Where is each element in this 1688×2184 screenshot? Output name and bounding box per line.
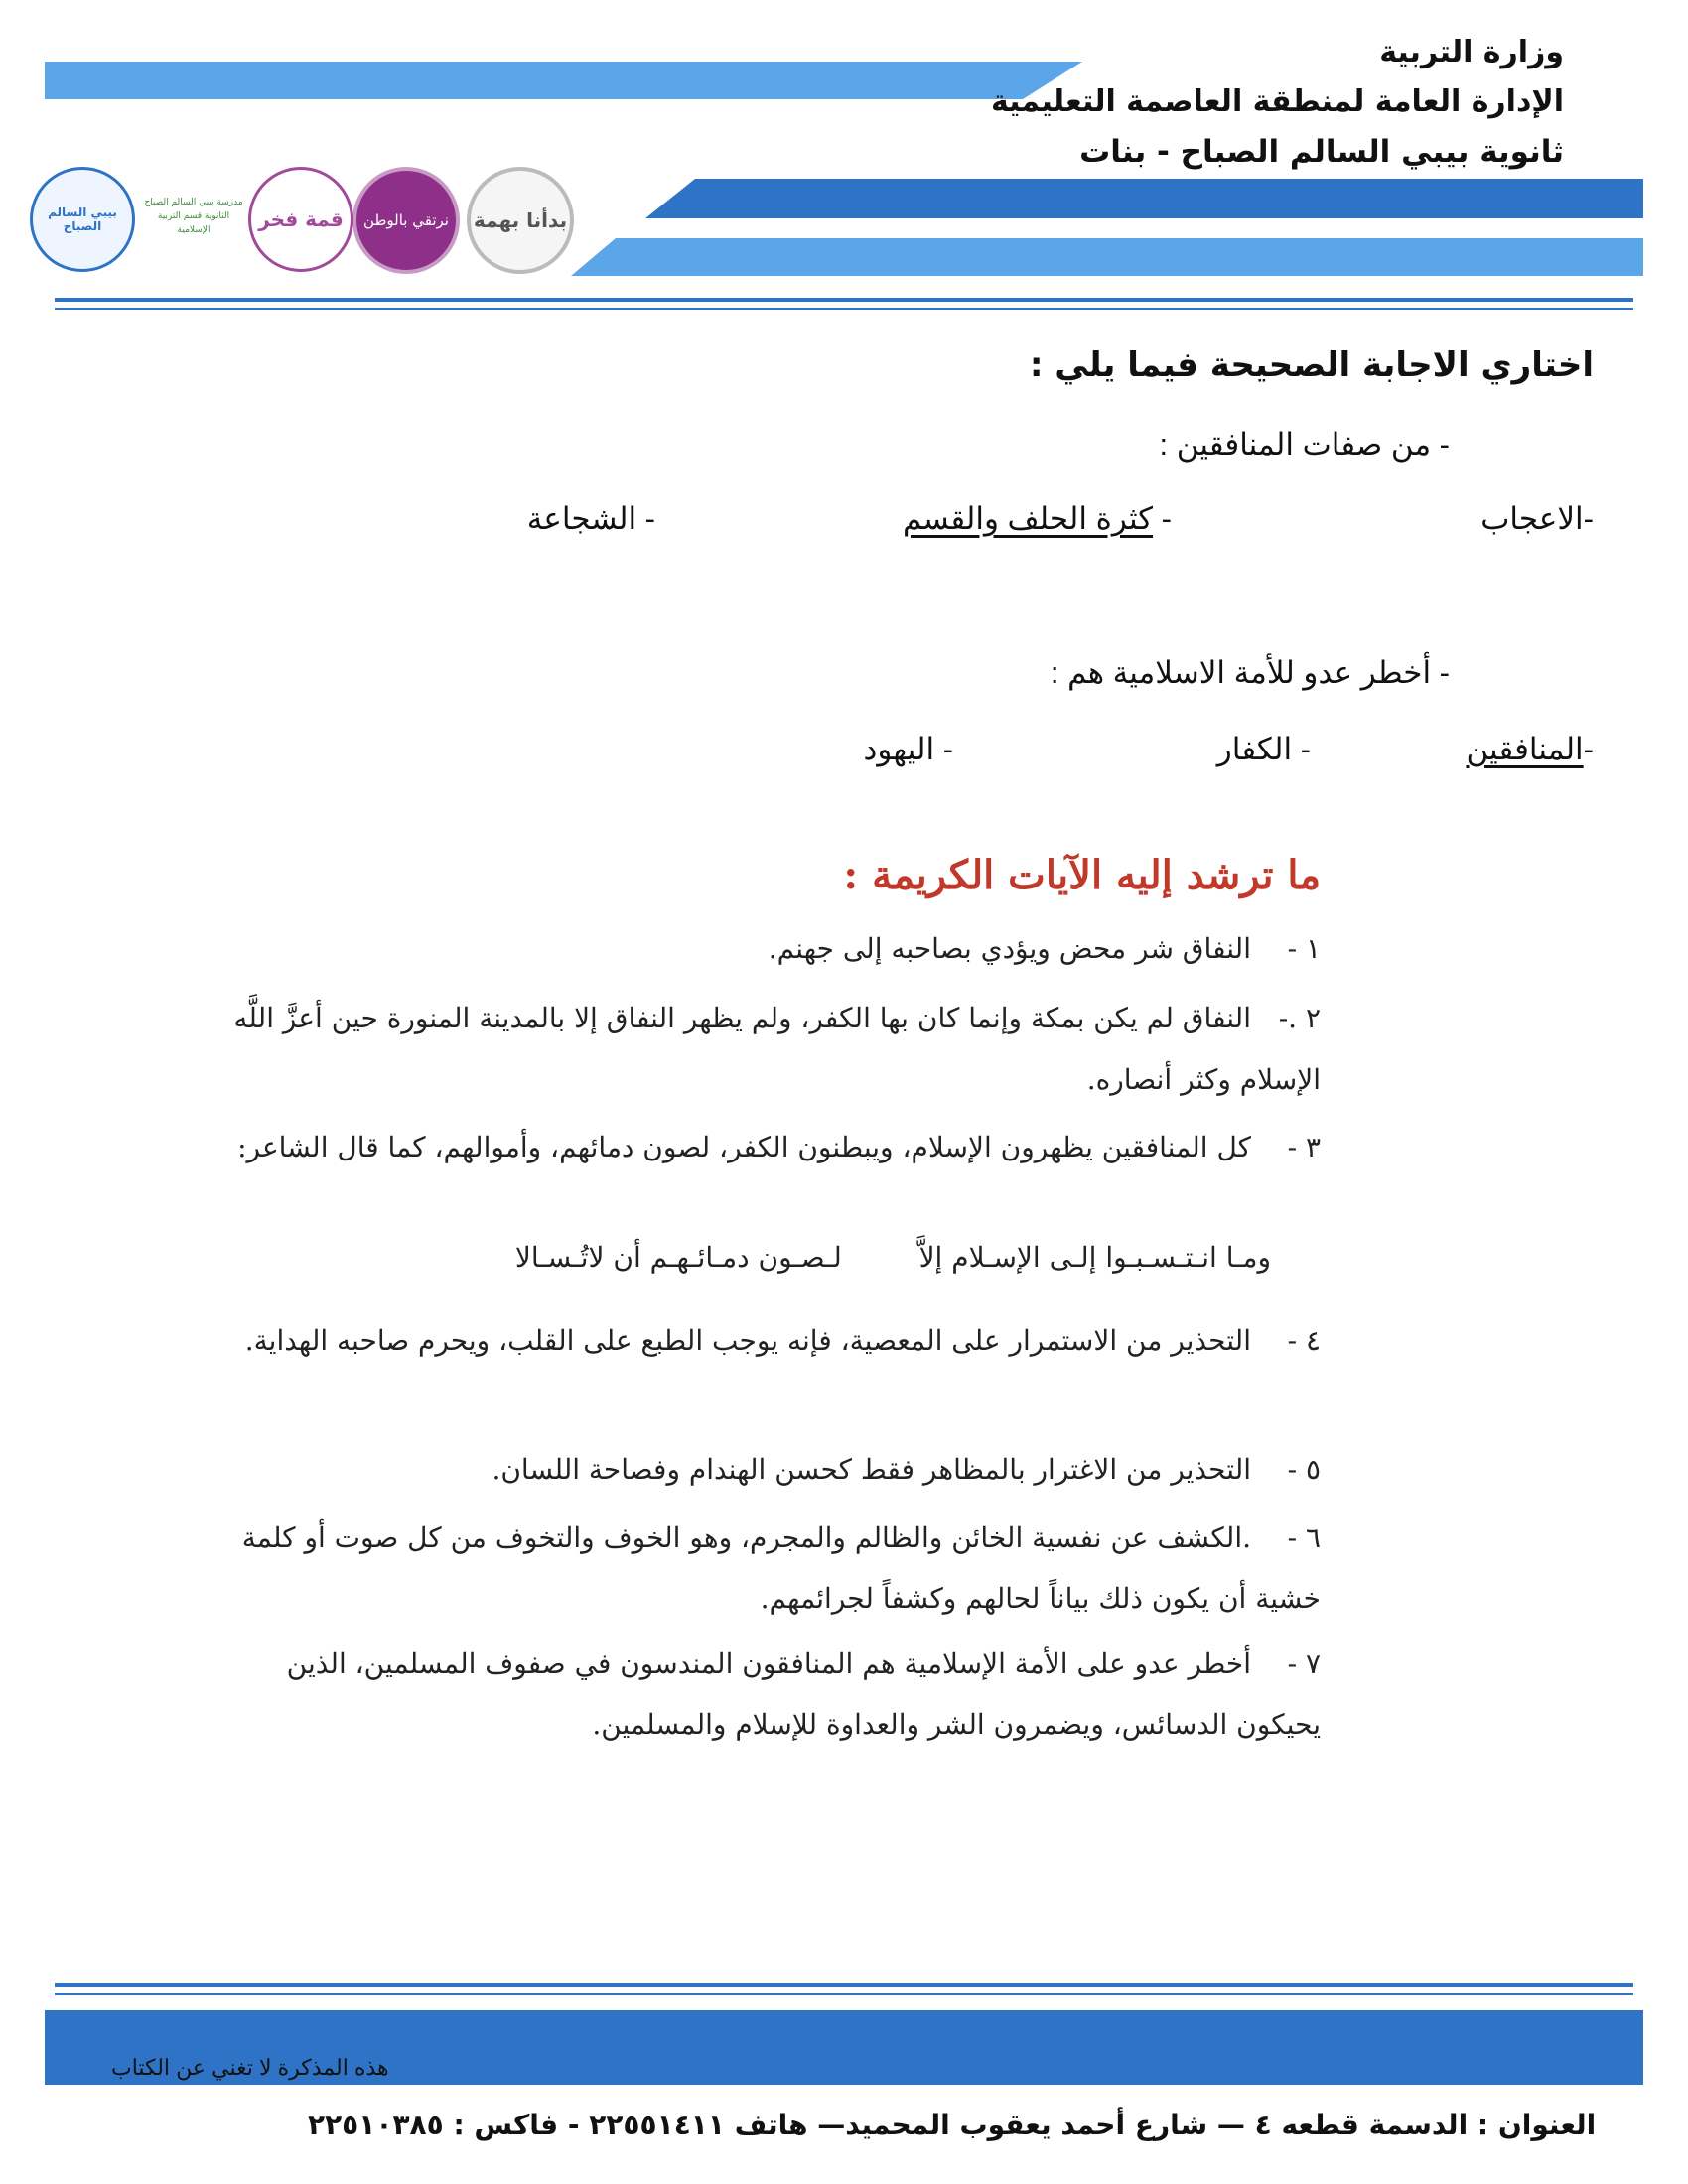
point-text: أخطر عدو على الأمة الإسلامية هم المنافقون المندسون في صفوف المسلمين، الذين يحيكون الدسائس، ويضمرون الشر والعداوة للإسلام والمسلمين. [286,1647,1321,1741]
point-4 [199,1310,1321,1372]
q1-option-3: - الشجاعة [526,501,655,536]
point-number: ٤ - [1287,1324,1321,1357]
header-text [991,28,1564,177]
q2-option-1-prefix: - [1583,732,1594,766]
point-text: كل المنافقين يظهرون الإسلام، ويبطنون الكفر، لصون دمائهم، وأموالهم، كما قال الشاعر: [237,1131,1251,1163]
point-text: التحذير من الاستمرار على المعصية، فإنه يوجب الطبع على القلب، ويحرم صاحبه الهداية. [244,1324,1251,1357]
poem-second-half: لـصـون دمـائـهـم أن لاتُـسـالا [514,1241,842,1274]
point-5 [199,1439,1321,1501]
point-3 [199,1117,1321,1178]
q2-correct-answer: المنافقين [1466,732,1584,766]
point-number: ١ - [1287,932,1321,965]
school-name: ثانوية بيبي السالم الصباح - بنات [1079,134,1564,170]
point-text: التحذير من الاغترار بالمظاهر فقط كحسن الهندام وفصاحة اللسان. [492,1453,1251,1486]
question-1: - من صفات المنافقين : [1159,427,1450,462]
point-number: ٦ - [1287,1521,1321,1554]
point-number: ٥ - [1287,1453,1321,1486]
q1-correct-answer: كثرة الحلف والقسم [902,501,1154,536]
q2-option-1 [1466,732,1594,767]
q1-option-2-prefix: - [1153,501,1172,536]
point-7 [199,1633,1321,1756]
school-logo: بيبي السالم الصباح [30,167,135,272]
purple-logo: نرتقي بالوطن [352,167,460,274]
point-text: .الكشف عن نفسية الخائن والظالم والمجرم، وهو الخوف والتخوف من كل صوت أو كلمة خشية أن يكون ذلك بياناً لحالهم وكشفاً لجرائمهم. [241,1521,1321,1615]
point-number: ٧ - [1287,1647,1321,1680]
verses-title: ما ترشد إليه الآيات الكريمة : [843,852,1321,898]
disclaimer-note: هذه المذكرة لا تغني عن الكتاب [111,2055,389,2080]
directorate-name: الإدارة العامة لمنطقة العاصمة التعليمية [990,84,1564,119]
ministry-name: وزارة التربية [1379,35,1564,69]
quiz-heading: اختاري الاجابة الصحيحة فيما يلي : [1029,345,1594,385]
point-text: النفاق شر محض ويؤدي بصاحبه إلى جهنم. [768,932,1251,965]
poem-first-half: ومـا انـتـسـبـوا إلـى الإسـلام إلاَّ [918,1241,1271,1274]
point-6 [199,1507,1321,1630]
mosque-logo: مدرسة بيبي السالم الصباح الثانوية قسم التربية الإسلامية [144,167,243,266]
fakhr-logo: قمة فخر [248,167,353,272]
question-2: - أخطر عدو للأمة الاسلامية هم : [1050,655,1450,690]
point-number: ٣ - [1287,1131,1321,1163]
bedayna-logo: بدأنا بهمة [467,167,574,274]
school-address: العنوان : الدسمة قطعه ٤ — شارع أحمد يعقوب المحميد— هاتف ٢٢٥٥١٤١١ - فاكس : ٢٢٥١٠٣٨٥ [308,2109,1597,2141]
point-number: ٢ .- [1278,1002,1321,1034]
point-text: النفاق لم يكن بمكة وإنما كان بها الكفر، ولم يظهر النفاق إلا بالمدينة المنورة حين أعزَّ اللَّه الإسلام وكثر أنصاره. [233,1002,1321,1096]
q2-option-2: - الكفار [1216,732,1311,766]
q2-option-3: - اليهود [863,732,953,766]
point-1 [328,918,1321,980]
point-2 [199,988,1321,1111]
q1-option-2 [903,501,1172,537]
q1-option-1: -الاعجاب [1480,501,1594,536]
poem-verse [515,1241,1271,1274]
